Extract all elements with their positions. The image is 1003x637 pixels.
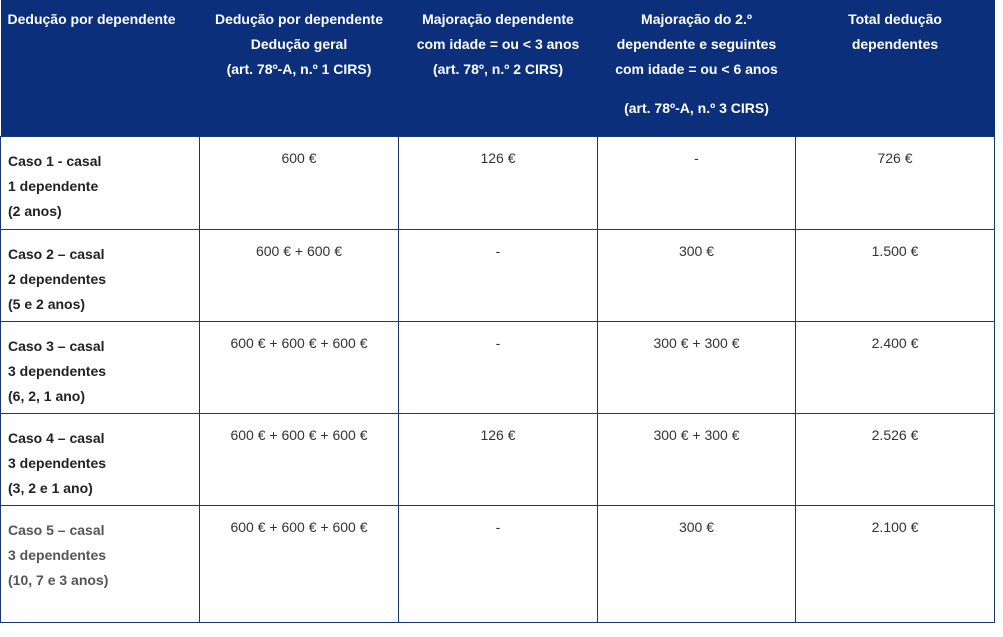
table-row <box>1 413 995 505</box>
case-dependents: 3 dependentes <box>8 546 107 563</box>
header-dependent-deduction <box>1 0 200 136</box>
header-row <box>1 0 995 136</box>
general-deduction-cell: 600 € + 600 € + 600 € <box>200 505 399 622</box>
age6-increase-cell: 300 € <box>598 229 796 321</box>
case-ages: (3, 2 e 1 ano) <box>8 479 93 496</box>
header-text: (art. 78º-A, n.º 3 CIRS) <box>624 100 769 116</box>
case-title: Caso 5 – casal <box>8 521 105 538</box>
header-text: dependentes <box>851 36 939 52</box>
header-text: com idade = ou < 3 anos <box>416 36 580 52</box>
header-text: dependente e seguintes <box>616 36 777 52</box>
table-row <box>1 229 995 321</box>
header-text: Dedução geral <box>250 36 348 52</box>
age6-increase-cell: 300 € <box>598 505 796 622</box>
header-text: (art. 78º-A, n.º 1 CIRS) <box>226 61 372 77</box>
header-age6-increase <box>598 0 796 136</box>
general-deduction-cell: 600 € + 600 € + 600 € <box>200 413 399 505</box>
case-cell <box>1 413 200 505</box>
case-cell <box>1 505 200 622</box>
header-text: Dedução por dependente <box>214 11 384 27</box>
general-deduction-cell: 600 € + 600 € <box>200 229 399 321</box>
case-dependents: 3 dependentes <box>8 362 107 379</box>
case-title: Caso 1 - casal <box>8 152 102 169</box>
total-cell: 726 € <box>796 136 995 229</box>
age6-increase-cell: 300 € + 300 € <box>598 413 796 505</box>
total-cell: 2.100 € <box>796 505 995 622</box>
age3-increase-cell: - <box>399 229 598 321</box>
total-cell: 2.400 € <box>796 321 995 413</box>
age3-increase-cell: 126 € <box>399 413 598 505</box>
table-row <box>1 136 995 229</box>
case-cell <box>1 136 200 229</box>
header-spacer <box>604 82 790 96</box>
total-cell: 2.526 € <box>796 413 995 505</box>
header-age3-increase <box>399 0 598 136</box>
case-ages: (5 e 2 anos) <box>8 295 86 312</box>
age3-increase-cell: - <box>399 321 598 413</box>
case-dependents: 2 dependentes <box>8 270 107 287</box>
header-text: Majoração do 2.º <box>641 11 752 27</box>
case-title: Caso 3 – casal <box>8 337 105 354</box>
header-text: Majoração dependente <box>422 11 574 27</box>
case-title: Caso 4 – casal <box>8 429 105 446</box>
header-text: com idade = ou < 6 anos <box>615 61 778 77</box>
header-text: Total dedução <box>848 11 942 27</box>
case-ages: (10, 7 e 3 anos) <box>8 571 109 588</box>
age6-increase-cell: - <box>598 136 796 229</box>
general-deduction-cell: 600 € <box>200 136 399 229</box>
age3-increase-cell: - <box>399 505 598 622</box>
case-cell <box>1 321 200 413</box>
header-total <box>796 0 995 136</box>
case-title: Caso 2 – casal <box>8 245 105 262</box>
table-body <box>1 136 995 622</box>
table-row <box>1 321 995 413</box>
case-ages: (2 anos) <box>8 202 62 219</box>
header-text: (art. 78º, n.º 2 CIRS) <box>432 61 564 77</box>
age3-increase-cell: 126 € <box>399 136 598 229</box>
table-header <box>1 0 995 136</box>
case-dependents: 1 dependente <box>8 177 99 194</box>
age6-increase-cell: 300 € + 300 € <box>598 321 796 413</box>
total-cell: 1.500 € <box>796 229 995 321</box>
case-cell <box>1 229 200 321</box>
table-row <box>1 505 995 622</box>
case-dependents: 3 dependentes <box>8 454 107 471</box>
header-general-deduction <box>200 0 399 136</box>
header-text: Dedução por dependente <box>7 11 176 27</box>
general-deduction-cell: 600 € + 600 € + 600 € <box>200 321 399 413</box>
case-ages: (6, 2, 1 ano) <box>8 387 86 404</box>
